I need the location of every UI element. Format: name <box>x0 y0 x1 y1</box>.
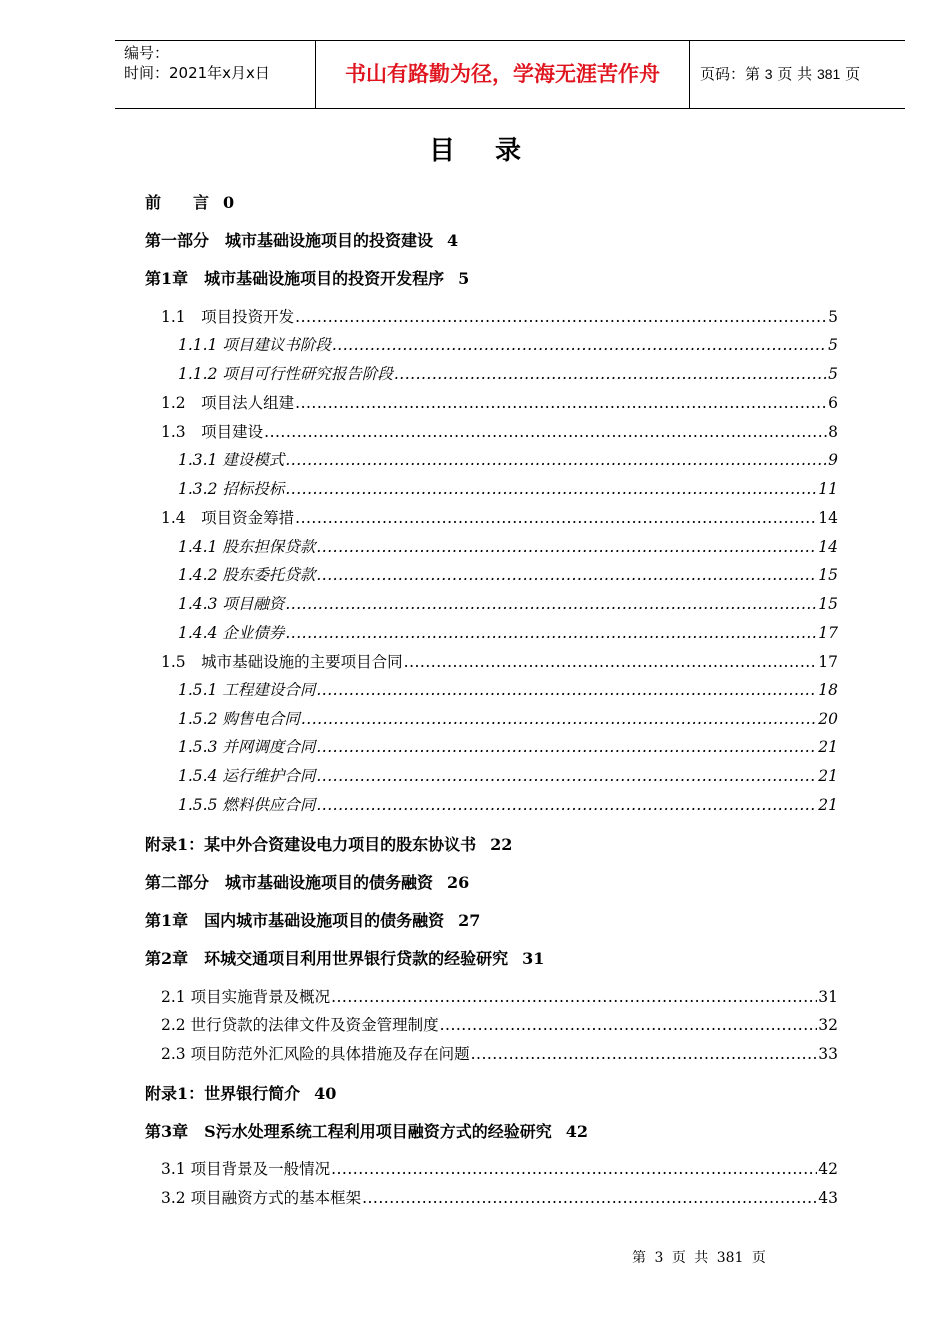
toc-section-entry[interactable] <box>161 1157 838 1179</box>
toc-entry-label: 2.1 项目实施背景及概况 <box>161 988 331 1006</box>
toc-leader-dots <box>316 767 817 785</box>
toc-entry-page: 5 <box>828 308 838 326</box>
toc-entry-page: 31 <box>522 949 545 968</box>
toc-section-entry[interactable] <box>161 1013 838 1035</box>
toc-leader-dots <box>362 1189 817 1207</box>
toc-entry-page: 21 <box>818 767 838 785</box>
toc-entry-label: 1.5.3 并网调度合同 <box>178 738 316 756</box>
toc-section-entry[interactable] <box>161 391 838 413</box>
toc-entry-page: 5 <box>828 336 838 354</box>
toc-subsection-entry[interactable] <box>178 477 838 499</box>
header-page-info <box>690 41 905 108</box>
toc-major-entry[interactable] <box>145 228 458 251</box>
header-meta <box>115 41 316 108</box>
toc-entry-page: 18 <box>818 681 838 699</box>
toc-leader-dots <box>295 308 827 326</box>
toc-entry-label: 1.5.5 燃料供应合同 <box>178 796 316 814</box>
toc-entry-page: 33 <box>818 1045 838 1063</box>
toc-major-entry[interactable] <box>145 946 544 969</box>
toc-major-entry[interactable] <box>145 1119 588 1142</box>
toc-entry-page: 14 <box>818 509 838 527</box>
toc-leader-dots <box>332 336 827 354</box>
toc-entry-label: 第1章 城市基础设施项目的投资开发程序 <box>145 269 445 288</box>
page-info-suffix: 页 <box>845 65 861 83</box>
toc-entry-label: 3.2 项目融资方式的基本框架 <box>161 1189 362 1207</box>
toc-subsection-entry[interactable] <box>178 764 838 786</box>
toc-section-entry[interactable] <box>161 420 838 442</box>
toc-entry-page: 0 <box>223 193 235 212</box>
toc-major-entry[interactable] <box>145 908 480 931</box>
toc-section-entry[interactable] <box>161 985 838 1007</box>
toc-subsection-entry[interactable] <box>178 448 838 470</box>
toc-major-entry[interactable] <box>145 1081 336 1104</box>
toc-entry-label: 1.1.1 项目建议书阶段 <box>178 336 331 354</box>
toc-subsection-entry[interactable] <box>178 535 838 557</box>
toc-entry-label: 1.5.4 运行维护合同 <box>178 767 316 785</box>
toc-leader-dots <box>295 394 827 412</box>
toc-leader-dots <box>471 1045 818 1063</box>
toc-entry-label: 1.4.1 股东担保贷款 <box>178 538 316 556</box>
toc-entry-label: 第二部分 城市基础设施项目的债务融资 <box>145 873 434 892</box>
toc-entry-label: 1.4.2 股东委托贷款 <box>178 566 316 584</box>
toc-entry-label: 3.1 项目背景及一般情况 <box>161 1160 331 1178</box>
toc-subsection-entry[interactable] <box>178 735 838 757</box>
toc-section-entry[interactable] <box>161 305 838 327</box>
toc-subsection-entry[interactable] <box>178 563 838 585</box>
footer-prefix: 第 <box>632 1250 646 1266</box>
page-header <box>115 40 905 109</box>
toc-entry-page: 4 <box>447 231 459 250</box>
toc-entry-label: 前 言 <box>145 193 210 212</box>
toc-entry-page: 5 <box>458 269 470 288</box>
toc-entry-page: 43 <box>818 1189 838 1207</box>
toc-entry-label: 1.4 项目资金筹措 <box>161 509 295 527</box>
toc-leader-dots <box>285 451 827 469</box>
toc-major-entry[interactable] <box>145 870 469 893</box>
toc-section-entry[interactable] <box>161 650 838 672</box>
toc-major-entry[interactable] <box>145 266 469 289</box>
toc-entry-label: 2.3 项目防范外汇风险的具体措施及存在问题 <box>161 1045 470 1063</box>
toc-entry-label: 1.3.2 招标投标 <box>178 480 285 498</box>
toc-entry-label: 附录1：世界银行简介 <box>145 1084 301 1103</box>
toc-entry-page: 42 <box>565 1122 588 1141</box>
footer-total: 381 <box>716 1250 744 1266</box>
time-label: 时间：2021年x月x日 <box>124 64 270 82</box>
toc-entry-label: 第一部分 城市基础设施项目的投资建设 <box>145 231 434 250</box>
toc-entry-page: 21 <box>818 738 838 756</box>
toc-leader-dots <box>264 423 827 441</box>
toc-entry-page: 15 <box>818 595 838 613</box>
page-info-mid: 页 共 <box>777 65 813 83</box>
header-motto: 书山有路勤为径，学海无涯苦作舟 <box>316 41 690 108</box>
toc-entry-label: 1.1.2 项目可行性研究报告阶段 <box>178 365 393 383</box>
toc-section-entry[interactable] <box>161 1042 838 1064</box>
toc-subsection-entry[interactable] <box>178 592 838 614</box>
footer-current: 3 <box>654 1250 664 1266</box>
toc-section-entry[interactable] <box>161 506 838 528</box>
toc-leader-dots <box>404 653 818 671</box>
toc-leader-dots <box>316 566 817 584</box>
toc-entry-label: 第3章 S污水处理系统工程利用项目融资方式的经验研究 <box>145 1122 552 1141</box>
toc-entry-label: 1.5 城市基础设施的主要项目合同 <box>161 653 403 671</box>
toc-entry-page: 27 <box>458 911 481 930</box>
toc-entry-label: 1.4.3 项目融资 <box>178 595 285 613</box>
toc-entry-page: 6 <box>828 394 838 412</box>
toc-entry-page: 42 <box>818 1160 838 1178</box>
toc-entry-label: 第1章 国内城市基础设施项目的债务融资 <box>145 911 445 930</box>
toc-entry-label: 2.2 世行贷款的法律文件及资金管理制度 <box>161 1016 439 1034</box>
toc-entry-label: 1.5.1 工程建设合同 <box>178 681 316 699</box>
toc-entry-page: 40 <box>314 1084 337 1103</box>
toc-major-entry[interactable] <box>145 190 234 213</box>
toc-entry-label: 1.3.1 建设模式 <box>178 451 285 469</box>
toc-entry-page: 17 <box>818 653 838 671</box>
toc-entry-page: 8 <box>828 423 838 441</box>
toc-leader-dots <box>316 538 817 556</box>
page-info-prefix: 页码：第 <box>700 65 761 83</box>
page-footer <box>632 1247 766 1267</box>
toc-subsection-entry[interactable] <box>178 333 838 355</box>
footer-suffix: 页 <box>751 1250 766 1266</box>
toc-leader-dots <box>394 365 827 383</box>
toc-entry-label: 1.4.4 企业债券 <box>178 624 285 642</box>
toc-entry-page: 32 <box>818 1016 838 1034</box>
toc-leader-dots <box>316 738 817 756</box>
toc-entry-label: 1.3 项目建设 <box>161 423 264 441</box>
toc-entry-label: 1.5.2 购售电合同 <box>178 710 300 728</box>
toc-entry-page: 5 <box>828 365 838 383</box>
toc-leader-dots <box>285 595 817 613</box>
toc-entry-label: 第2章 环城交通项目利用世界银行贷款的经验研究 <box>145 949 509 968</box>
toc-entry-page: 31 <box>818 988 838 1006</box>
toc-leader-dots <box>285 480 817 498</box>
toc-leader-dots <box>440 1016 818 1034</box>
toc-leader-dots <box>285 624 817 642</box>
toc-entry-page: 26 <box>447 873 470 892</box>
toc-subsection-entry[interactable] <box>178 678 838 700</box>
toc-entry-label: 1.2 项目法人组建 <box>161 394 295 412</box>
toc-entry-page: 15 <box>818 566 838 584</box>
toc-leader-dots <box>301 710 817 728</box>
toc-leader-dots <box>316 796 817 814</box>
toc-entry-page: 14 <box>818 538 838 556</box>
toc-entry-page: 22 <box>490 835 513 854</box>
toc-major-entry[interactable] <box>145 832 512 855</box>
toc-entry-page: 17 <box>818 624 838 642</box>
toc-entry-label: 附录1：某中外合资建设电力项目的股东协议书 <box>145 835 477 854</box>
toc-entry-page: 11 <box>818 480 838 498</box>
toc-leader-dots <box>331 988 817 1006</box>
footer-mid: 页 共 <box>671 1250 709 1266</box>
toc-leader-dots <box>295 509 817 527</box>
toc-subsection-entry[interactable] <box>178 621 838 643</box>
page-info-total: 381 <box>816 66 841 82</box>
toc-subsection-entry[interactable] <box>178 707 838 729</box>
toc-subsection-entry[interactable] <box>178 362 838 384</box>
toc-entry-page: 9 <box>828 451 838 469</box>
toc-leader-dots <box>316 681 817 699</box>
page-title: 目录 <box>428 136 561 166</box>
toc-leader-dots <box>331 1160 817 1178</box>
serial-label: 编号： <box>124 44 170 62</box>
toc-entry-page: 20 <box>818 710 838 728</box>
page-info-current: 3 <box>764 66 773 82</box>
toc-section-entry[interactable] <box>161 1186 838 1208</box>
toc-entry-label: 1.1 项目投资开发 <box>161 308 295 326</box>
toc-entry-page: 21 <box>818 796 838 814</box>
toc-subsection-entry[interactable] <box>178 793 838 815</box>
